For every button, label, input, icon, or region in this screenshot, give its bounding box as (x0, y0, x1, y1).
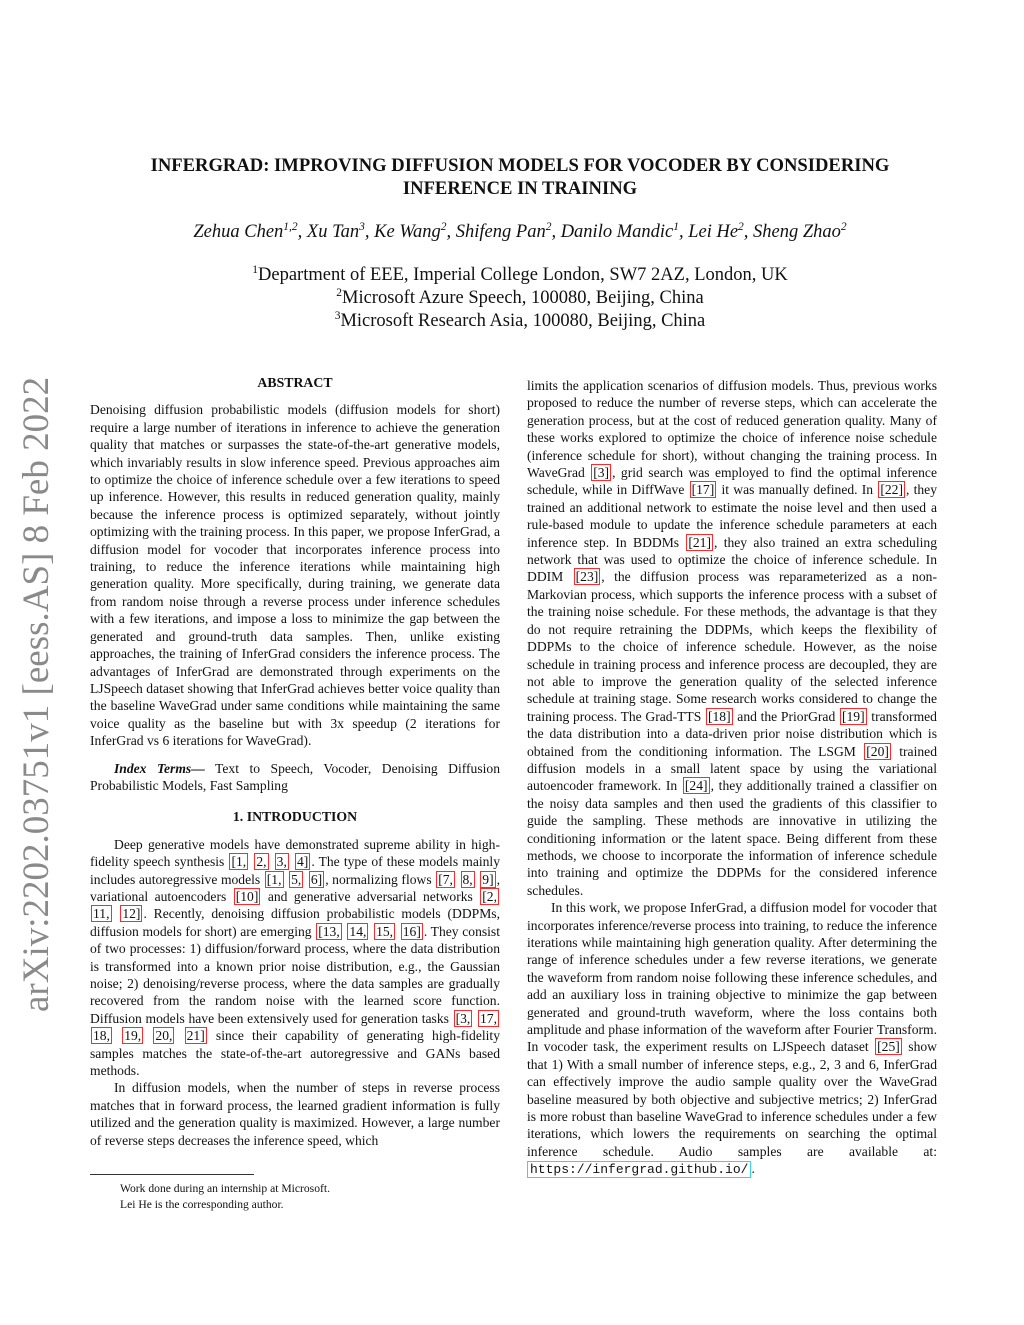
citation-link[interactable]: [18] (707, 708, 731, 724)
affiliation-mark: 2 (336, 286, 342, 299)
introduction-heading: 1. INTRODUCTION (232, 809, 358, 825)
affiliations (60, 264, 980, 333)
author-affiliation-mark: 2 (440, 220, 447, 233)
abstract-text: Denoising diffusion probabilistic models (diffusion models for short) require a large number of iterations in inference to achieve the generation quality that matches or surpasses the state-of-the-art generative models, which invariably results in slow inference speed. Previous approaches aim to optimize the choice of inference schedule over a few iterations to speed up inference. However, this results in reduced generation quality, mainly because the inference process is optimized separately, without jointly optimizing with the training process. In this paper, we propose InferGrad, a diffusion model for vocoder that incorporates inference process into training, to reduce the inference iterations while maintaining high generation quality. More specifically, during training, we generate data from random noise through a reverse process under inference schedules with a few iterations, and impose a loss to minimize the gap between the generated and ground-truth data samples. Then, unlike existing approaches, the training of InferGrad considers the inference process. The advantages of InferGrad are demonstrated through experiments on the LJSpeech dataset showing that InferGrad achieves better voice quality than the baseline WaveGrad under same conditions while maintaining the same voice quality as the baseline but with 3x speedup (2 iterations for InferGrad vs 6 iterations for WaveGrad). (90, 402, 500, 749)
citation-link[interactable]: [2, (482, 888, 497, 904)
citation-link[interactable]: 16] (402, 923, 421, 939)
title-line-2: INFERENCE IN TRAINING (402, 178, 638, 199)
citation-link[interactable]: 3, (276, 854, 287, 870)
citation-link[interactable]: 19, (124, 1028, 142, 1044)
left-column (90, 374, 500, 1149)
citation-link[interactable]: [1, (266, 871, 282, 887)
citation-link[interactable]: 12] (122, 906, 141, 922)
citation-link[interactable]: 2, (256, 854, 267, 870)
intro-paragraph-4: In this work, we propose InferGrad, a diffusion model for vocoder that incorporates inference/reverse process into training, to reduce the inference iterations while maintaining high generation quality. After determining the range of inference schedules under a few reverse iterations, we generate the waveform from random noise following these inference schedules, and add an auxiliary loss in training objective to minimize the gap between generated and ground-truth waveform, where the loss contains both amplitude and phase information of the waveform after Fourier Transform. In vocoder task, the experiment results on LJSpeech dataset [25] show that 1) With a small number of inference steps, e.g., 2, 3 and 6, InferGrad can effectively improve the audio sample quality over the WaveGrad baseline measured by both objective and subjective metrics; 2) InferGrad is more robust than baseline WaveGrad to inference schedules under a few iterations, which lowers the requirements on searching the optimal inference schedule. Audio samples are available at: https://infergrad.github.io/ . (527, 900, 937, 1178)
citation-link[interactable]: 6] (310, 871, 323, 887)
citation-link[interactable]: [21] (688, 534, 712, 550)
citation-link[interactable]: [24] (684, 778, 708, 794)
affiliation-line (60, 264, 980, 287)
citation-link[interactable]: 17, (479, 1010, 497, 1026)
affiliation-text: Department of EEE, Imperial College London, SW7 2AZ, London, UK (258, 265, 788, 285)
citation-link[interactable]: [22] (880, 482, 903, 498)
author-name: Shifeng Pan (455, 222, 546, 242)
author-name: Zehua Chen (193, 222, 284, 242)
index-terms (90, 760, 500, 795)
footnotes (90, 1174, 500, 1213)
citation-link[interactable]: 8, (462, 871, 473, 887)
index-terms-label: Index Terms— (114, 760, 205, 776)
author-name: Danilo Mandic (560, 222, 674, 242)
author-affiliation-mark: 1,2 (283, 220, 298, 233)
citation-link[interactable]: [25] (877, 1039, 900, 1055)
citation-link[interactable]: 5, (291, 871, 302, 887)
arxiv-identifier-stamp: arXiv:2202.03751v1 [eess.AS] 8 Feb 2022 (16, 376, 57, 1012)
title-line-1: INFERGRAD: IMPROVING DIFFUSION MODELS FOR VOCODER BY CONSIDERING (150, 155, 890, 176)
citation-link[interactable]: [23] (575, 569, 599, 585)
citation-link[interactable]: 15, (376, 923, 394, 939)
footnote-rule (90, 1174, 254, 1175)
citation-link[interactable]: [17] (691, 482, 715, 498)
right-column (527, 377, 937, 1179)
author-affiliation-mark: 3 (359, 220, 365, 233)
citation-link[interactable]: [20] (866, 743, 889, 759)
author-affiliation-mark: 1 (673, 220, 679, 233)
abstract-heading: ABSTRACT (257, 375, 333, 390)
citation-link[interactable]: [1, (231, 854, 247, 870)
affiliation-line (60, 287, 980, 310)
citation-link[interactable]: [3, (455, 1010, 471, 1026)
citation-link[interactable]: [13, (318, 923, 340, 939)
citation-link[interactable]: [19] (841, 708, 865, 724)
footnote-internship: Work done during an internship at Microsoft. (120, 1182, 330, 1195)
citation-link[interactable]: [3] (593, 465, 610, 481)
affiliation-text: Microsoft Azure Speech, 100080, Beijing, China (342, 288, 704, 308)
citation-link[interactable]: 14, (349, 923, 367, 939)
author-list: Zehua Chen$^{1,2}$, Xu Tan$^3$, Ke Wang$^2$, Shifeng Pan$^2$, Danilo Mandic$^1$, Lei He$^2$, Sheng Zhao$^2$ (193, 220, 847, 242)
author-name: Sheng Zhao (753, 222, 841, 242)
index-terms-text: Text to Speech, Vocoder, Denoising Diffusion Probabilistic Models, Fast Sampling (90, 760, 500, 793)
author-name: Ke Wang (374, 222, 441, 242)
intro-paragraph-1: Deep generative models have demonstrated supreme ability in high-fidelity speech synthesis [1, 2, 3, 4] . The type of these models mainly includes autoregressive models [1, 5, 6] , normalizing flows [7, 8, 9] , variational autoencoders [10] and generative adversarial networks [2, 11, 12] . Recently, denoising diffusion probabilistic models (DDPMs, diffusion models for short) are emerging [13, 14, 15, 16] . They consist of two processes: 1) diffusion/forward process, where the data distribution is transformed into a known prior noise distribution, e.g., the Gaussian noise; 2) denoising/reverse process, where the data samples are gradually recovered from the random noise with the learned score function. Diffusion models have been extensively used for generation tasks [3, 17, 18, 19, 20, 21] since their capability of generating high-fidelity samples matches the state-of-the-art autoregressive and GANs based methods. (90, 836, 501, 1079)
author-name: Xu Tan (306, 222, 360, 242)
author-affiliation-mark: 2 (738, 220, 744, 233)
citation-link[interactable]: [7, (438, 871, 453, 887)
author-name: Lei He (688, 222, 739, 242)
citation-link[interactable]: 11, (93, 906, 110, 922)
citation-link[interactable]: [10] (235, 888, 259, 904)
citation-link[interactable]: 9] (482, 871, 494, 887)
citation-link[interactable]: 18, (93, 1028, 110, 1044)
citation-link[interactable]: 20, (155, 1028, 173, 1044)
affiliation-line (60, 310, 980, 333)
intro-paragraph-3: limits the application scenarios of diffusion models. Thus, previous works proposed to reduce the number of reverse steps, which can accelerate the generation process, but at the cost of reduced generation quality. Many of these works explored to optimize the choice of inference noise schedule (inference schedule for short), without changing the training process. In WaveGrad [3] , grid search was employed to find the optimal inference schedule, while in DiffWave [17] it was manually defined. In [22] , they trained an additional network to estimate the noise level and then used a rule-based module to update the inference schedule parameters at each inference step. In BDDMs [21] , they also trained an extra scheduling network that was used to optimize the choice of inference schedule. In DDIM [23] , the diffusion process was reparameterized as a non-Markovian process, which supports the inference process with a subset of the training noise schedule. For these methods, the advantage is that they do not require retraining the DDPMs, which keeps the flexibility of DDPMs to the choice of inference schedule. However, as the noise schedule in training process and inference process are decoupled, they are not able to improve the generation quality of the selected inference schedule at training stage. Some research works considered to change the training process. The Grad-TTS [18] and the PriorGrad [19] transformed the data distribution into a data-driven prior noise distribution which is obtained from the conditioning information. The LSGM [20] trained diffusion models in a small latent space by using the variational autoencoder framework. In [24] , they additionally trained a classifier on the noisy data samples and then used the gradients of this classifier to guide the sampling. These methods are innovative in utilizing the conditioning information or the latent space. Being different from these methods, we choose to incorporate the information of inference schedule into training and optimize the DDPMs for the considered inference schedules. (527, 378, 938, 898)
affiliation-mark: 1 (252, 263, 259, 276)
affiliation-mark: 3 (334, 309, 341, 322)
footnote-corresponding-author: Lei He is the corresponding author. (120, 1198, 284, 1211)
author-affiliation-mark: 2 (545, 220, 552, 233)
intro-paragraph-2: In diffusion models, when the number of steps in reverse process matches that in forward process, the learned gradient information is fully utilized and the generation quality is maximized. However, a large number of reverse steps decreases the inference speed, which (90, 1080, 500, 1148)
citation-link[interactable]: 21] (186, 1028, 205, 1044)
audio-samples-url-link[interactable]: https://infergrad.github.io/ (527, 1161, 751, 1178)
affiliation-text: Microsoft Research Asia, 100080, Beijing, China (340, 311, 706, 331)
citation-link[interactable]: 4] (296, 854, 309, 870)
author-affiliation-mark: 2 (840, 220, 847, 233)
paper-title (90, 154, 950, 200)
